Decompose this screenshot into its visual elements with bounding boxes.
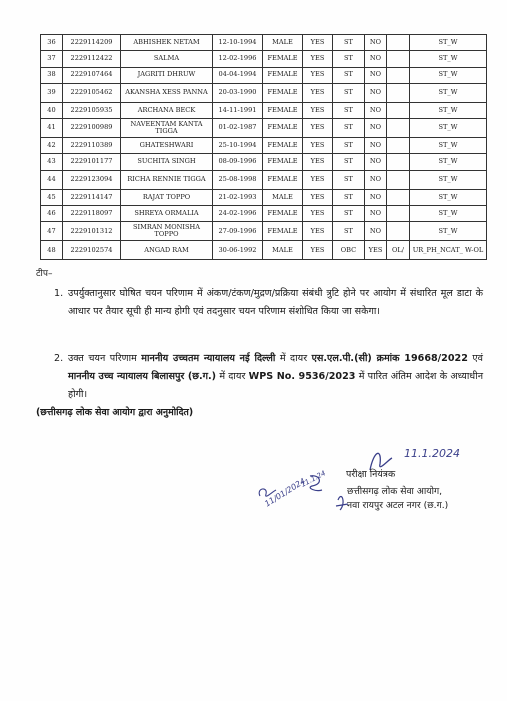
- cell-dob: 30-06-1992: [213, 241, 263, 260]
- signatory-title: परीक्षा नियंत्रक: [346, 469, 396, 480]
- cell-dob: 21-02-1993: [213, 189, 263, 205]
- table-row: [41, 67, 487, 83]
- cell-class: ST_W: [410, 102, 487, 118]
- table-row: [41, 83, 487, 102]
- cell-eligibility: YES: [303, 154, 333, 170]
- cell-class: ST_W: [410, 154, 487, 170]
- cell-flag: NO: [365, 67, 387, 83]
- cell-ol: [387, 119, 410, 138]
- cell-ol: OL/: [387, 241, 410, 260]
- cell-gender: MALE: [263, 241, 303, 260]
- cell-eligibility: YES: [303, 138, 333, 154]
- note-2: [54, 350, 484, 404]
- results-table: [40, 34, 487, 260]
- cell-gender: FEMALE: [263, 67, 303, 83]
- approval-note: (छत्तीसगढ़ लोक सेवा आयोग द्वारा अनुमोदित): [36, 407, 194, 418]
- cell-class: ST_W: [410, 206, 487, 222]
- cell-flag: YES: [365, 241, 387, 260]
- cell-eligibility: YES: [303, 119, 333, 138]
- cell-roll-number: 2229112422: [63, 51, 121, 67]
- cell-eligibility: YES: [303, 222, 333, 241]
- note-2-text-c: में दायर: [275, 353, 312, 364]
- cell-gender: FEMALE: [263, 83, 303, 102]
- table-row: [41, 51, 487, 67]
- note-2-text-g: में दायर: [216, 371, 249, 382]
- cell-flag: NO: [365, 51, 387, 67]
- initials-mark: [252, 478, 292, 508]
- cell-category: ST: [333, 119, 365, 138]
- cell-dob: 04-04-1994: [213, 67, 263, 83]
- cell-class: ST_W: [410, 83, 487, 102]
- cell-flag: NO: [365, 189, 387, 205]
- table-row: [41, 119, 487, 138]
- initial-date-2: 11/01/2024: [263, 476, 307, 509]
- note-2-wps-number: WPS No. 9536/2023: [248, 371, 356, 382]
- cell-roll-number: 2229107464: [63, 67, 121, 83]
- cell-category: ST: [333, 102, 365, 118]
- table-row: [41, 222, 487, 241]
- cell-serial: 48: [41, 241, 63, 260]
- cell-ol: [387, 138, 410, 154]
- cell-flag: NO: [365, 206, 387, 222]
- signature-date: 11.1.2024: [404, 447, 460, 460]
- note-2-high-court: माननीय उच्च न्यायालय बिलासपुर (छ.ग.): [68, 371, 217, 382]
- cell-dob: 20-03-1990: [213, 83, 263, 102]
- cell-class: UR_PH_NCAT_ W-OL: [410, 241, 487, 260]
- cell-roll-number: 2229110389: [63, 138, 121, 154]
- cell-gender: MALE: [263, 35, 303, 51]
- cell-class: ST_W: [410, 119, 487, 138]
- cell-name: ABHISHEK NETAM: [121, 35, 213, 51]
- cell-serial: 39: [41, 83, 63, 102]
- cell-flag: NO: [365, 154, 387, 170]
- notes-heading: टीप–: [36, 269, 53, 279]
- cell-roll-number: 2229118097: [63, 206, 121, 222]
- table-row: [41, 154, 487, 170]
- cell-serial: 42: [41, 138, 63, 154]
- cell-roll-number: 2229102574: [63, 241, 121, 260]
- note-2-text-a: उक्त चयन परिणाम: [68, 353, 142, 364]
- cell-category: ST: [333, 206, 365, 222]
- cell-category: ST: [333, 138, 365, 154]
- cell-eligibility: YES: [303, 67, 333, 83]
- cell-name: ARCHANA BECK: [121, 102, 213, 118]
- cell-gender: FEMALE: [263, 138, 303, 154]
- note-2-number: 2.: [54, 353, 64, 364]
- note-1-number: 1.: [54, 288, 64, 299]
- cell-name: ANGAD RAM: [121, 241, 213, 260]
- cell-serial: 43: [41, 154, 63, 170]
- cell-category: ST: [333, 170, 365, 189]
- cell-flag: NO: [365, 170, 387, 189]
- cell-roll-number: 2229100989: [63, 119, 121, 138]
- note-2-supreme-court: माननीय उच्चतम न्यायालय नई दिल्ली: [141, 353, 276, 364]
- note-2-text-i: में पारित अंतिम आदेश के अध्याधीन होगी।: [68, 371, 484, 400]
- cell-serial: 45: [41, 189, 63, 205]
- note-1-text: उपर्युक्तानुसार घोषित चयन परिणाम में अंकण/टंकण/मुद्रण/प्रक्रिया संबंधी त्रुटि होने पर आयोग में संधारित मूल डाटा के आधार पर तैयार सूची ही मान्य होगी एवं तदनुसार चयन परिणाम संशोधित किया जा सकेगा।: [68, 288, 483, 317]
- cell-name: RAJAT TOPPO: [121, 189, 213, 205]
- cell-eligibility: YES: [303, 206, 333, 222]
- cell-name: SHREYA ORMALIA: [121, 206, 213, 222]
- note-2-text-e: एवं: [467, 353, 484, 364]
- cell-ol: [387, 154, 410, 170]
- cell-class: ST_W: [410, 222, 487, 241]
- cell-class: ST_W: [410, 189, 487, 205]
- note-2-slp-number: एस.एल.पी.(सी) क्रमांक 19668/2022: [311, 353, 468, 364]
- cell-roll-number: 2229101312: [63, 222, 121, 241]
- cell-eligibility: YES: [303, 189, 333, 205]
- cell-dob: 24-02-1996: [213, 206, 263, 222]
- cell-ol: [387, 35, 410, 51]
- cell-category: ST: [333, 222, 365, 241]
- cell-dob: 12-10-1994: [213, 35, 263, 51]
- cell-ol: [387, 51, 410, 67]
- table-row: [41, 138, 487, 154]
- cell-eligibility: YES: [303, 241, 333, 260]
- table-row: [41, 170, 487, 189]
- cell-serial: 38: [41, 67, 63, 83]
- cell-flag: NO: [365, 83, 387, 102]
- cell-category: ST: [333, 83, 365, 102]
- cell-dob: 12-02-1996: [213, 51, 263, 67]
- cell-dob: 08-09-1996: [213, 154, 263, 170]
- cell-gender: FEMALE: [263, 154, 303, 170]
- cell-name: NAVEENTAM KANTA TIGGA: [121, 119, 213, 138]
- table-row: [41, 189, 487, 205]
- cell-roll-number: 2229105935: [63, 102, 121, 118]
- cell-name: JAGRITI DHRUW: [121, 67, 213, 83]
- cell-class: ST_W: [410, 138, 487, 154]
- cell-roll-number: 2229114147: [63, 189, 121, 205]
- cell-flag: NO: [365, 102, 387, 118]
- cell-flag: NO: [365, 35, 387, 51]
- cell-eligibility: YES: [303, 170, 333, 189]
- note-1: [54, 285, 483, 321]
- cell-gender: FEMALE: [263, 119, 303, 138]
- cell-serial: 46: [41, 206, 63, 222]
- cell-ol: [387, 206, 410, 222]
- cell-ol: [387, 189, 410, 205]
- cell-category: ST: [333, 51, 365, 67]
- cell-dob: 27-09-1996: [213, 222, 263, 241]
- cell-eligibility: YES: [303, 83, 333, 102]
- cell-ol: [387, 83, 410, 102]
- cell-class: ST_W: [410, 51, 487, 67]
- cell-class: ST_W: [410, 170, 487, 189]
- cell-name: GHATESHWARI: [121, 138, 213, 154]
- table-row: [41, 206, 487, 222]
- cell-flag: NO: [365, 138, 387, 154]
- cell-roll-number: 2229105462: [63, 83, 121, 102]
- cell-dob: 25-08-1998: [213, 170, 263, 189]
- table-row: [41, 102, 487, 118]
- cell-category: ST: [333, 67, 365, 83]
- cell-gender: FEMALE: [263, 206, 303, 222]
- cell-roll-number: 2229123094: [63, 170, 121, 189]
- table-row: [41, 241, 487, 260]
- cell-roll-number: 2229101177: [63, 154, 121, 170]
- cell-flag: NO: [365, 222, 387, 241]
- cell-ol: [387, 67, 410, 83]
- cell-name: SALMA: [121, 51, 213, 67]
- table-row: [41, 35, 487, 51]
- cell-dob: 01-02-1987: [213, 119, 263, 138]
- cell-eligibility: YES: [303, 102, 333, 118]
- cell-gender: FEMALE: [263, 102, 303, 118]
- cell-ol: [387, 102, 410, 118]
- signatory-line-2: नवा रायपुर अटल नगर (छ.ग.): [347, 500, 449, 511]
- cell-serial: 40: [41, 102, 63, 118]
- signatory-line-1: छत्तीसगढ़ लोक सेवा आयोग,: [347, 486, 443, 497]
- cell-category: ST: [333, 154, 365, 170]
- cell-serial: 36: [41, 35, 63, 51]
- cell-name: SIMRAN MONISHA TOPPO: [121, 222, 213, 241]
- cell-name: SUCHITA SINGH: [121, 154, 213, 170]
- cell-category: ST: [333, 189, 365, 205]
- cell-serial: 44: [41, 170, 63, 189]
- cell-serial: 47: [41, 222, 63, 241]
- cell-gender: FEMALE: [263, 222, 303, 241]
- cell-eligibility: YES: [303, 35, 333, 51]
- cell-flag: NO: [365, 119, 387, 138]
- cell-category: ST: [333, 35, 365, 51]
- cell-eligibility: YES: [303, 51, 333, 67]
- cell-class: ST_W: [410, 67, 487, 83]
- cell-ol: [387, 170, 410, 189]
- cell-serial: 37: [41, 51, 63, 67]
- cell-name: AKANSHA XESS PANNA: [121, 83, 213, 102]
- cell-roll-number: 2229114209: [63, 35, 121, 51]
- cell-category: OBC: [333, 241, 365, 260]
- cell-gender: FEMALE: [263, 170, 303, 189]
- cell-name: RICHA RENNIE TIGGA: [121, 170, 213, 189]
- cell-dob: 25-10-1994: [213, 138, 263, 154]
- cell-dob: 14-11-1991: [213, 102, 263, 118]
- cell-gender: MALE: [263, 189, 303, 205]
- cell-serial: 41: [41, 119, 63, 138]
- cell-class: ST_W: [410, 35, 487, 51]
- initial-date-1: 11.1.24: [299, 469, 328, 489]
- cell-gender: FEMALE: [263, 51, 303, 67]
- cell-ol: [387, 222, 410, 241]
